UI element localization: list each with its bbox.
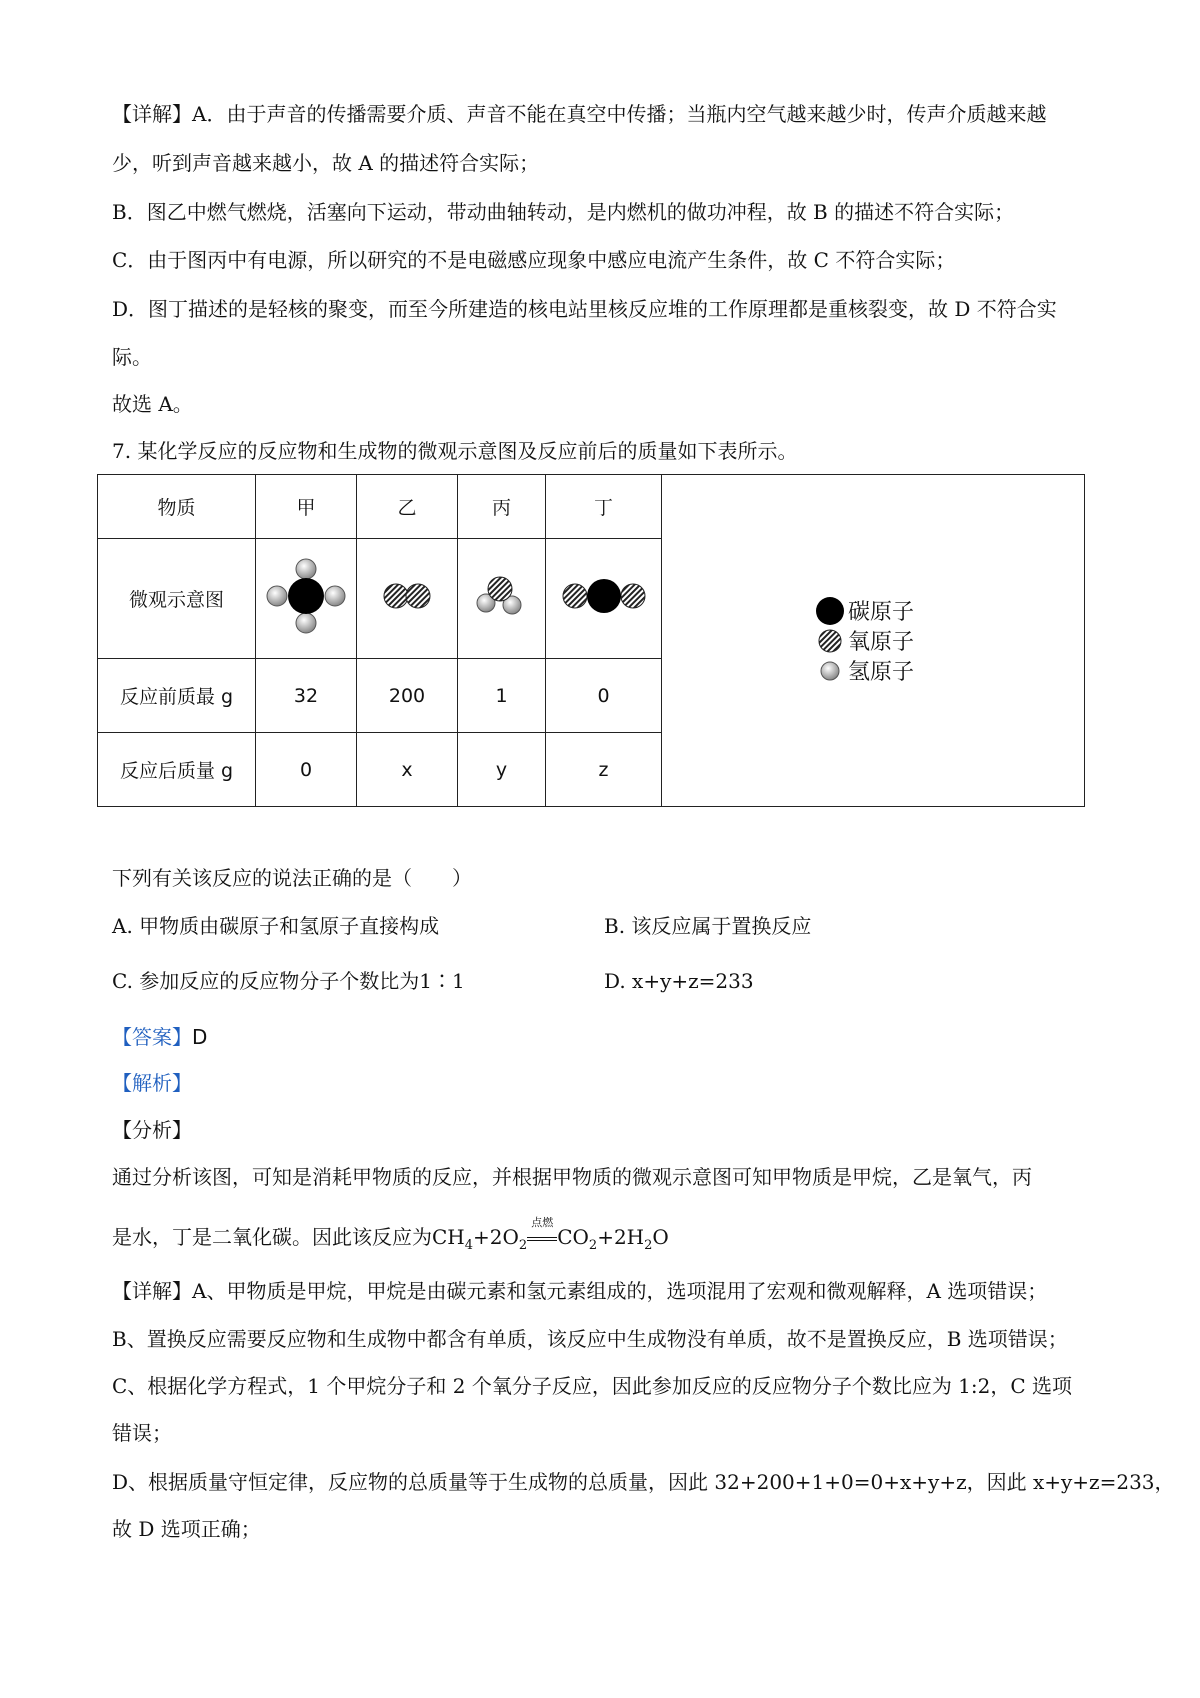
cell-value: 200 xyxy=(357,659,458,733)
oxygen-atom-icon xyxy=(812,626,848,656)
question-7-intro: 7. 某化学反应的反应物和生成物的微观示意图及反应前后的质量如下表所示。 xyxy=(112,439,798,463)
legend-oxygen: 氧原子 xyxy=(812,626,1084,656)
header-substance: 物质 xyxy=(98,475,256,539)
text-line: D．图丁描述的是轻核的聚变，而至今所建造的核电站里核反应堆的工作原理都是重核裂变，故 D 不符合实 xyxy=(112,297,1057,321)
answer-line xyxy=(112,1023,207,1051)
cell-value: 0 xyxy=(546,659,662,733)
answer-label: 【答案】 xyxy=(112,1025,192,1049)
cell-value: 0 xyxy=(256,733,357,807)
analysis-p2: 是水，丁是二氧化碳。因此该反应为$CH_4+2O_2$ 点燃 $CO_2+2H_2O$ xyxy=(112,1223,669,1260)
text-line: B．图乙中燃气燃烧，活塞向下运动，带动曲轴转动，是内燃机的做功冲程，故 B 的描述不符合实际； xyxy=(112,200,1015,224)
option-a[interactable]: A. 甲物质由碳原子和氢原子直接构成 xyxy=(112,914,440,938)
text-line: 故选 A。 xyxy=(112,392,193,416)
cell-value: x xyxy=(357,733,458,807)
cell-value: z xyxy=(546,733,662,807)
answer-value: D xyxy=(192,1025,208,1049)
water-molecule-icon xyxy=(458,539,546,659)
cell-value: 32 xyxy=(256,659,357,733)
co2-molecule-icon xyxy=(546,539,662,659)
carbon-atom-icon xyxy=(812,596,848,626)
text-line: 【详解】A．由于声音的传播需要介质、声音不能在真空中传播；当瓶内空气越来越少时，传声介质越来越 xyxy=(112,102,1047,126)
methane-molecule-icon xyxy=(256,539,357,659)
header-jia: 甲 xyxy=(256,475,357,539)
option-d[interactable]: D. x+y+z=233 xyxy=(604,969,754,993)
detail-d: D、根据质量守恒定律，反应物的总质量等于生成物的总质量，因此 32+200+1+0=0+x+y+z，因此 x+y+z=233， xyxy=(112,1470,1175,1494)
detail-c: C、根据化学方程式，1 个甲烷分子和 2 个氧分子反应，因此参加反应的反应物分子个数比应为 1:2，C 选项 xyxy=(112,1374,1073,1398)
detail-a: 【详解】A、甲物质是甲烷，甲烷是由碳元素和氢元素组成的，选项混用了宏观和微观解释，A 选项错误； xyxy=(112,1279,1048,1303)
analysis-label: 【解析】 xyxy=(112,1071,192,1095)
option-c[interactable]: C. 参加反应的反应物分子个数比为1∶1 xyxy=(112,969,465,993)
option-b[interactable]: B. 该反应属于置换反应 xyxy=(604,914,812,938)
row-label-before: 反应前质最 g xyxy=(98,659,256,733)
atom-legend xyxy=(662,475,1085,807)
legend-hydrogen: 氢原子 xyxy=(812,656,1084,686)
legend-carbon: 碳原子 xyxy=(812,596,1084,626)
oxygen-molecule-icon xyxy=(357,539,458,659)
reaction-table xyxy=(97,474,1085,807)
detail-c-cont: 错误； xyxy=(112,1421,172,1445)
row-label-after: 反应后质量 g xyxy=(98,733,256,807)
text-line: 少，听到声音越来越小，故 A 的描述符合实际； xyxy=(112,151,540,175)
text-line: C．由于图丙中有电源，所以研究的不是电磁感应现象中感应电流产生条件，故 C 不符合实际； xyxy=(112,248,956,272)
equation-condition: 点燃 xyxy=(531,1216,554,1229)
chemical-equation: $CH_4+2O_2$ 点燃 $CO_2+2H_2O$ xyxy=(432,1225,669,1249)
cell-value: y xyxy=(458,733,546,807)
header-yi: 乙 xyxy=(357,475,458,539)
hydrogen-atom-icon xyxy=(812,656,848,686)
fenxi-label: 【分析】 xyxy=(112,1118,192,1142)
cell-value: 1 xyxy=(458,659,546,733)
header-ding: 丁 xyxy=(546,475,662,539)
row-label-micro: 微观示意图 xyxy=(98,539,256,659)
text-line: 际。 xyxy=(112,345,152,369)
detail-d-cont: 故 D 选项正确； xyxy=(112,1517,261,1541)
analysis-p1: 通过分析该图，可知是消耗甲物质的反应，并根据甲物质的微观示意图可知甲物质是甲烷，乙是氧气，丙 xyxy=(112,1165,1032,1189)
header-bing: 丙 xyxy=(458,475,546,539)
detail-b: B、置换反应需要反应物和生成物中都含有单质，该反应中生成物没有单质，故不是置换反应，B 选项错误； xyxy=(112,1327,1068,1351)
question-stem: 下列有关该反应的说法正确的是（ ） xyxy=(112,866,472,890)
